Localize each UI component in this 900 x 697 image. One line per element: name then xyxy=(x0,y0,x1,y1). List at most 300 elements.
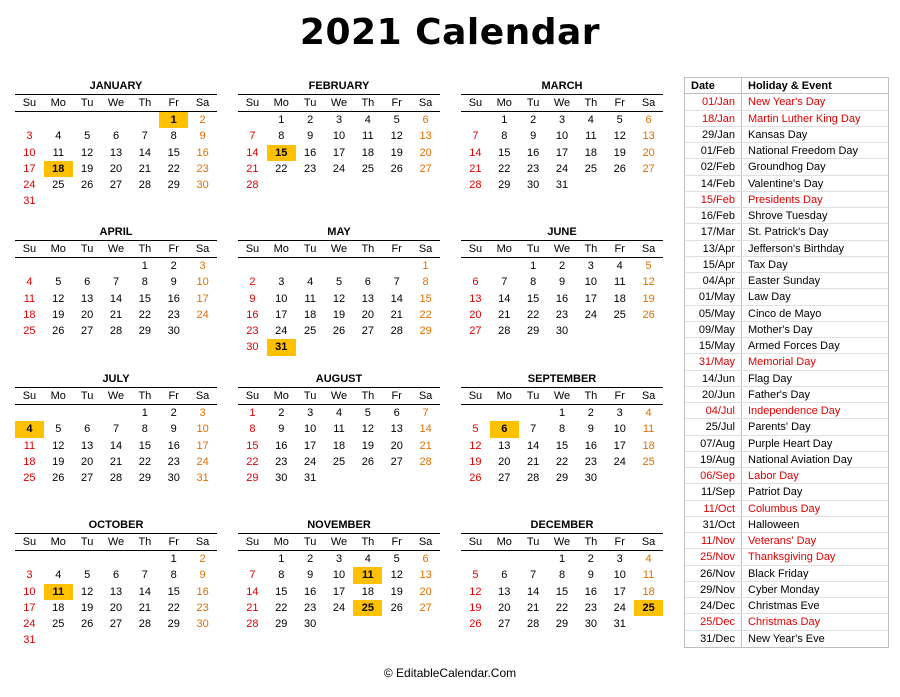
day-cell: 28 xyxy=(138,179,151,191)
day-cell: 16 xyxy=(246,308,259,321)
holiday-day-cell: 11 xyxy=(44,584,73,600)
day-cell: 6 xyxy=(84,423,91,436)
day-cell: 9 xyxy=(530,130,537,143)
day-cell: 3 xyxy=(199,407,206,419)
day-cell: 9 xyxy=(587,569,594,582)
day-cell: 10 xyxy=(304,423,317,436)
day-cell: 13 xyxy=(419,569,432,582)
day-cell: 29 xyxy=(275,618,288,630)
weekday-label: Mo xyxy=(273,390,289,402)
day-cell: 12 xyxy=(642,276,655,289)
day-cell: 15 xyxy=(167,585,180,598)
day-cell: 4 xyxy=(26,276,33,289)
holiday-date: 24/Dec xyxy=(685,598,742,613)
day-grid xyxy=(238,551,440,632)
holiday-date: 02/Feb xyxy=(685,159,742,174)
day-cell: 25 xyxy=(332,455,346,468)
day-cell: 8 xyxy=(249,423,256,436)
day-cell: 16 xyxy=(167,439,180,452)
holiday-date: 01/Feb xyxy=(685,143,742,158)
weekday-label: Fr xyxy=(391,390,402,402)
holiday-date: 14/Feb xyxy=(685,176,742,191)
empty-cell xyxy=(73,258,102,274)
day-cell: 2 xyxy=(558,260,566,272)
day-cell: 11 xyxy=(23,292,36,305)
holiday-event: Mother's Day xyxy=(748,323,813,336)
empty-cell xyxy=(267,258,296,274)
day-cell: 5 xyxy=(645,260,652,272)
holiday-date: 11/Oct xyxy=(685,501,742,516)
day-cell: 16 xyxy=(196,585,209,598)
month-name: JANUARY xyxy=(89,80,143,92)
day-cell: 16 xyxy=(196,146,209,159)
day-cell: 28 xyxy=(246,179,259,191)
day-cell: 13 xyxy=(81,439,94,452)
day-cell: 22 xyxy=(167,162,180,175)
month-august xyxy=(238,371,440,486)
day-cell: 19 xyxy=(390,146,403,159)
weekday-label: We xyxy=(107,390,125,402)
day-cell: 23 xyxy=(584,601,597,614)
day-cell: 17 xyxy=(196,439,209,452)
day-cell: 3 xyxy=(26,130,33,143)
day-cell: 23 xyxy=(246,325,259,337)
weekday-label: Sa xyxy=(641,97,656,109)
day-cell: 11 xyxy=(23,439,36,452)
day-cell: 26 xyxy=(613,162,626,175)
day-cell: 5 xyxy=(84,569,91,582)
weekday-label: Su xyxy=(245,243,260,255)
month-june xyxy=(461,224,663,339)
day-cell: 8 xyxy=(558,569,566,582)
weekday-header xyxy=(238,240,440,258)
day-cell: 18 xyxy=(23,455,36,468)
holiday-row xyxy=(685,143,888,159)
day-cell: 22 xyxy=(138,308,151,321)
day-cell: 29 xyxy=(246,472,259,484)
day-cell: 3 xyxy=(587,260,594,272)
day-grid xyxy=(15,405,217,486)
holiday-row xyxy=(685,598,888,614)
day-cell: 26 xyxy=(361,455,374,468)
weekday-label: Fr xyxy=(614,243,625,255)
day-cell: 23 xyxy=(304,601,317,614)
weekday-label: Su xyxy=(22,243,37,255)
day-cell: 30 xyxy=(167,325,180,337)
day-cell: 3 xyxy=(558,114,566,126)
day-cell: 27 xyxy=(109,179,123,191)
weekday-header xyxy=(15,533,217,551)
day-cell: 3 xyxy=(199,260,206,272)
holiday-event: Purple Heart Day xyxy=(748,437,833,450)
holiday-event: Independence Day xyxy=(748,405,841,417)
day-cell: 4 xyxy=(616,260,623,272)
day-cell: 10 xyxy=(613,423,626,436)
holiday-event: Memorial Day xyxy=(748,356,816,369)
holiday-row xyxy=(685,631,888,647)
day-cell: 21 xyxy=(246,162,259,175)
day-cell: 25 xyxy=(52,179,65,191)
weekday-label: Sa xyxy=(641,536,656,548)
day-cell: 12 xyxy=(390,569,403,582)
empty-cell xyxy=(15,405,44,421)
month-march xyxy=(461,78,663,193)
weekday-label: Mo xyxy=(496,97,512,109)
day-cell: 13 xyxy=(469,292,482,305)
month-name: SEPTEMBER xyxy=(527,373,597,385)
holiday-row xyxy=(685,224,888,240)
day-cell: 24 xyxy=(613,455,626,468)
day-cell: 27 xyxy=(390,455,403,468)
holiday-event: Labor Day xyxy=(748,470,799,482)
day-cell: 27 xyxy=(361,325,374,337)
weekday-label: Th xyxy=(361,97,375,109)
holiday-day-cell: 15 xyxy=(267,145,296,161)
day-cell: 27 xyxy=(642,162,655,175)
day-cell: 15 xyxy=(555,585,569,598)
day-cell: 20 xyxy=(361,308,374,321)
day-cell: 7 xyxy=(472,130,479,143)
weekday-label: We xyxy=(330,390,348,402)
empty-cell xyxy=(461,258,490,274)
holiday-row xyxy=(685,338,888,354)
holiday-day-cell: 25 xyxy=(353,600,382,616)
day-cell: 15 xyxy=(527,292,540,305)
day-cell: 14 xyxy=(469,146,482,159)
day-cell: 7 xyxy=(112,276,120,289)
day-cell: 7 xyxy=(141,569,148,582)
month-february xyxy=(238,78,440,193)
day-cell: 24 xyxy=(332,601,346,614)
day-cell: 20 xyxy=(109,601,123,614)
month-name: OCTOBER xyxy=(88,519,144,531)
weekday-label: Th xyxy=(361,243,375,255)
weekday-label: We xyxy=(553,536,571,548)
month-name: DECEMBER xyxy=(530,519,594,531)
day-cell: 24 xyxy=(555,162,569,175)
day-cell: 1 xyxy=(558,407,566,419)
day-cell: 1 xyxy=(501,114,508,126)
weekday-label: Fr xyxy=(168,536,179,548)
holiday-event: Groundhog Day xyxy=(748,161,826,174)
day-cell: 8 xyxy=(530,276,537,289)
weekday-label: Mo xyxy=(496,243,512,255)
day-cell: 9 xyxy=(307,569,314,582)
day-cell: 28 xyxy=(138,618,151,630)
day-cell: 31 xyxy=(23,634,36,647)
holiday-event: St. Patrick's Day xyxy=(748,226,829,239)
holiday-event: Christmas Eve xyxy=(748,600,820,612)
month-january xyxy=(15,78,217,210)
day-cell: 1 xyxy=(278,553,285,565)
weekday-label: Th xyxy=(584,536,598,548)
day-cell: 29 xyxy=(138,325,151,337)
day-grid xyxy=(15,258,217,339)
day-cell: 18 xyxy=(642,439,655,452)
month-name: MARCH xyxy=(541,80,583,92)
day-cell: 25 xyxy=(23,325,36,337)
day-cell: 21 xyxy=(469,162,482,175)
day-cell: 7 xyxy=(501,276,508,289)
day-cell: 30 xyxy=(527,179,540,191)
day-cell: 25 xyxy=(304,325,317,337)
weekday-label: Th xyxy=(584,243,598,255)
day-cell: 3 xyxy=(26,569,33,582)
day-cell: 16 xyxy=(555,292,569,305)
day-cell: 25 xyxy=(584,162,597,175)
day-cell: 20 xyxy=(419,146,432,159)
day-cell: 29 xyxy=(498,179,511,191)
day-cell: 21 xyxy=(109,455,123,468)
day-cell: 13 xyxy=(419,130,432,143)
weekday-label: We xyxy=(330,243,348,255)
day-cell: 22 xyxy=(167,601,180,614)
weekday-label: Th xyxy=(584,97,598,109)
day-cell: 4 xyxy=(55,130,62,143)
day-cell: 17 xyxy=(332,585,346,598)
day-cell: 3 xyxy=(616,407,623,419)
day-cell: 21 xyxy=(527,601,540,614)
weekday-label: Tu xyxy=(303,390,317,402)
holiday-day-cell: 1 xyxy=(159,112,188,128)
day-cell: 25 xyxy=(23,472,36,484)
holiday-table-header xyxy=(685,78,888,94)
weekday-label: Sa xyxy=(641,390,656,402)
day-cell: 18 xyxy=(584,146,597,159)
day-cell: 19 xyxy=(81,601,94,614)
day-cell: 31 xyxy=(23,195,36,208)
empty-cell xyxy=(44,258,73,274)
day-cell: 12 xyxy=(52,439,65,452)
day-cell: 23 xyxy=(555,308,569,321)
day-cell: 26 xyxy=(469,618,482,630)
day-cell: 9 xyxy=(307,130,314,143)
weekday-label: Sa xyxy=(641,243,656,255)
day-cell: 21 xyxy=(138,162,151,175)
day-cell: 1 xyxy=(558,553,566,565)
day-grid xyxy=(461,551,663,632)
weekday-label: Mo xyxy=(496,390,512,402)
day-cell: 18 xyxy=(332,439,346,452)
holiday-day-cell: 25 xyxy=(634,600,663,616)
weekday-label: Tu xyxy=(80,243,94,255)
day-cell: 2 xyxy=(199,553,206,565)
weekday-header xyxy=(15,240,217,258)
weekday-label: We xyxy=(107,536,125,548)
empty-cell xyxy=(353,258,382,274)
empty-cell xyxy=(73,551,102,567)
weekday-label: Su xyxy=(22,536,37,548)
day-cell: 26 xyxy=(52,472,65,484)
day-cell: 18 xyxy=(361,585,374,598)
weekday-header xyxy=(461,94,663,112)
holiday-event: Veterans' Day xyxy=(748,535,817,547)
day-cell: 5 xyxy=(55,276,62,289)
holiday-row xyxy=(685,614,888,630)
day-cell: 22 xyxy=(555,601,569,614)
day-cell: 5 xyxy=(335,276,343,289)
weekday-label: Tu xyxy=(303,97,317,109)
holiday-row xyxy=(685,436,888,452)
weekday-header xyxy=(15,94,217,112)
day-cell: 31 xyxy=(304,472,317,484)
day-cell: 26 xyxy=(81,618,94,630)
weekday-label: Fr xyxy=(168,97,179,109)
weekday-header xyxy=(238,94,440,112)
holiday-day-cell: 6 xyxy=(490,421,519,437)
day-cell: 29 xyxy=(138,472,151,484)
day-cell: 12 xyxy=(469,585,482,598)
day-cell: 7 xyxy=(249,130,256,143)
holiday-event: Easter Sunday xyxy=(748,275,821,287)
weekday-label: Mo xyxy=(50,243,66,255)
day-cell: 19 xyxy=(390,585,403,598)
empty-cell xyxy=(102,405,131,421)
day-cell: 16 xyxy=(304,146,317,159)
day-cell: 3 xyxy=(335,114,343,126)
empty-cell xyxy=(44,112,73,128)
empty-cell xyxy=(15,258,44,274)
day-cell: 5 xyxy=(472,423,479,436)
day-cell: 6 xyxy=(422,114,429,126)
weekday-label: Sa xyxy=(418,536,433,548)
day-cell: 16 xyxy=(275,439,288,452)
weekday-label: Su xyxy=(22,97,37,109)
holiday-date: 25/Nov xyxy=(685,549,742,564)
day-cell: 27 xyxy=(109,618,123,630)
day-cell: 14 xyxy=(246,146,259,159)
empty-cell xyxy=(15,551,44,567)
day-cell: 15 xyxy=(419,292,432,305)
weekday-header xyxy=(461,387,663,405)
holiday-row xyxy=(685,517,888,533)
day-cell: 1 xyxy=(141,260,148,272)
day-cell: 11 xyxy=(304,292,316,305)
day-cell: 26 xyxy=(52,325,65,337)
empty-cell xyxy=(238,551,267,567)
holiday-event: Shrove Tuesday xyxy=(748,210,828,222)
day-cell: 10 xyxy=(613,569,626,582)
holiday-row xyxy=(685,159,888,175)
day-cell: 2 xyxy=(170,407,177,419)
day-cell: 21 xyxy=(246,601,259,614)
holiday-event: Kansas Day xyxy=(748,128,808,141)
weekday-label: Sa xyxy=(418,243,433,255)
weekday-label: Mo xyxy=(273,536,289,548)
day-cell: 17 xyxy=(196,292,209,305)
day-cell: 20 xyxy=(642,146,655,159)
empty-cell xyxy=(102,258,131,274)
day-cell: 7 xyxy=(422,407,429,419)
holiday-row xyxy=(685,306,888,322)
day-cell: 16 xyxy=(304,585,317,598)
day-cell: 17 xyxy=(23,162,36,175)
day-cell: 21 xyxy=(138,601,151,614)
day-cell: 6 xyxy=(472,276,479,289)
day-cell: 8 xyxy=(141,423,148,436)
holiday-table xyxy=(684,77,889,648)
day-cell: 2 xyxy=(530,114,537,126)
weekday-header xyxy=(461,533,663,551)
weekday-header xyxy=(238,387,440,405)
day-cell: 26 xyxy=(332,325,346,337)
month-december xyxy=(461,517,663,632)
holiday-row xyxy=(685,371,888,387)
day-cell: 12 xyxy=(361,423,374,436)
weekday-label: Th xyxy=(138,97,152,109)
day-cell: 28 xyxy=(390,325,403,337)
day-cell: 26 xyxy=(642,308,655,321)
day-cell: 29 xyxy=(167,618,180,630)
day-cell: 17 xyxy=(275,308,288,321)
day-cell: 5 xyxy=(84,130,91,143)
day-cell: 10 xyxy=(332,130,346,143)
day-cell: 11 xyxy=(362,130,374,143)
day-cell: 2 xyxy=(307,114,314,126)
day-cell: 26 xyxy=(390,601,403,614)
empty-cell xyxy=(325,258,354,274)
holiday-event: Halloween xyxy=(748,518,800,531)
day-cell: 14 xyxy=(109,292,123,305)
day-cell: 4 xyxy=(55,569,62,582)
holiday-row xyxy=(685,354,888,370)
weekday-label: Su xyxy=(245,390,260,402)
month-july xyxy=(15,371,217,486)
day-cell: 10 xyxy=(196,423,209,436)
weekday-label: Th xyxy=(584,390,598,402)
day-grid xyxy=(238,258,440,356)
day-cell: 27 xyxy=(469,325,482,337)
day-cell: 7 xyxy=(530,569,537,582)
holiday-date: 29/Nov xyxy=(685,582,742,597)
day-cell: 27 xyxy=(498,618,511,630)
day-cell: 17 xyxy=(304,439,317,452)
day-cell: 20 xyxy=(81,308,94,321)
day-cell: 20 xyxy=(498,455,511,468)
day-cell: 23 xyxy=(196,162,209,175)
month-name: FEBRUARY xyxy=(308,80,370,92)
empty-cell xyxy=(490,258,519,274)
day-cell: 1 xyxy=(422,260,429,272)
holiday-date: 01/Jan xyxy=(685,94,742,109)
day-cell: 23 xyxy=(275,455,288,468)
day-cell: 22 xyxy=(275,601,288,614)
empty-cell xyxy=(44,405,73,421)
empty-cell xyxy=(519,551,548,567)
day-cell: 7 xyxy=(112,423,120,436)
weekday-label: Tu xyxy=(526,97,540,109)
day-cell: 19 xyxy=(613,146,626,159)
day-cell: 2 xyxy=(278,407,285,419)
holiday-date: 09/May xyxy=(685,322,742,337)
day-cell: 9 xyxy=(249,292,256,305)
day-cell: 4 xyxy=(364,553,371,565)
day-cell: 15 xyxy=(275,585,288,598)
day-cell: 7 xyxy=(530,423,537,436)
day-cell: 6 xyxy=(393,407,400,419)
day-cell: 11 xyxy=(642,569,655,582)
day-cell: 26 xyxy=(81,179,94,191)
day-cell: 2 xyxy=(307,553,314,565)
holiday-date: 31/Oct xyxy=(685,517,742,532)
day-cell: 29 xyxy=(167,179,180,191)
day-cell: 19 xyxy=(642,292,655,305)
day-cell: 27 xyxy=(81,472,94,484)
day-cell: 6 xyxy=(112,569,120,582)
empty-cell xyxy=(44,551,73,567)
holiday-event: National Freedom Day xyxy=(748,145,859,157)
weekday-label: Fr xyxy=(614,97,625,109)
